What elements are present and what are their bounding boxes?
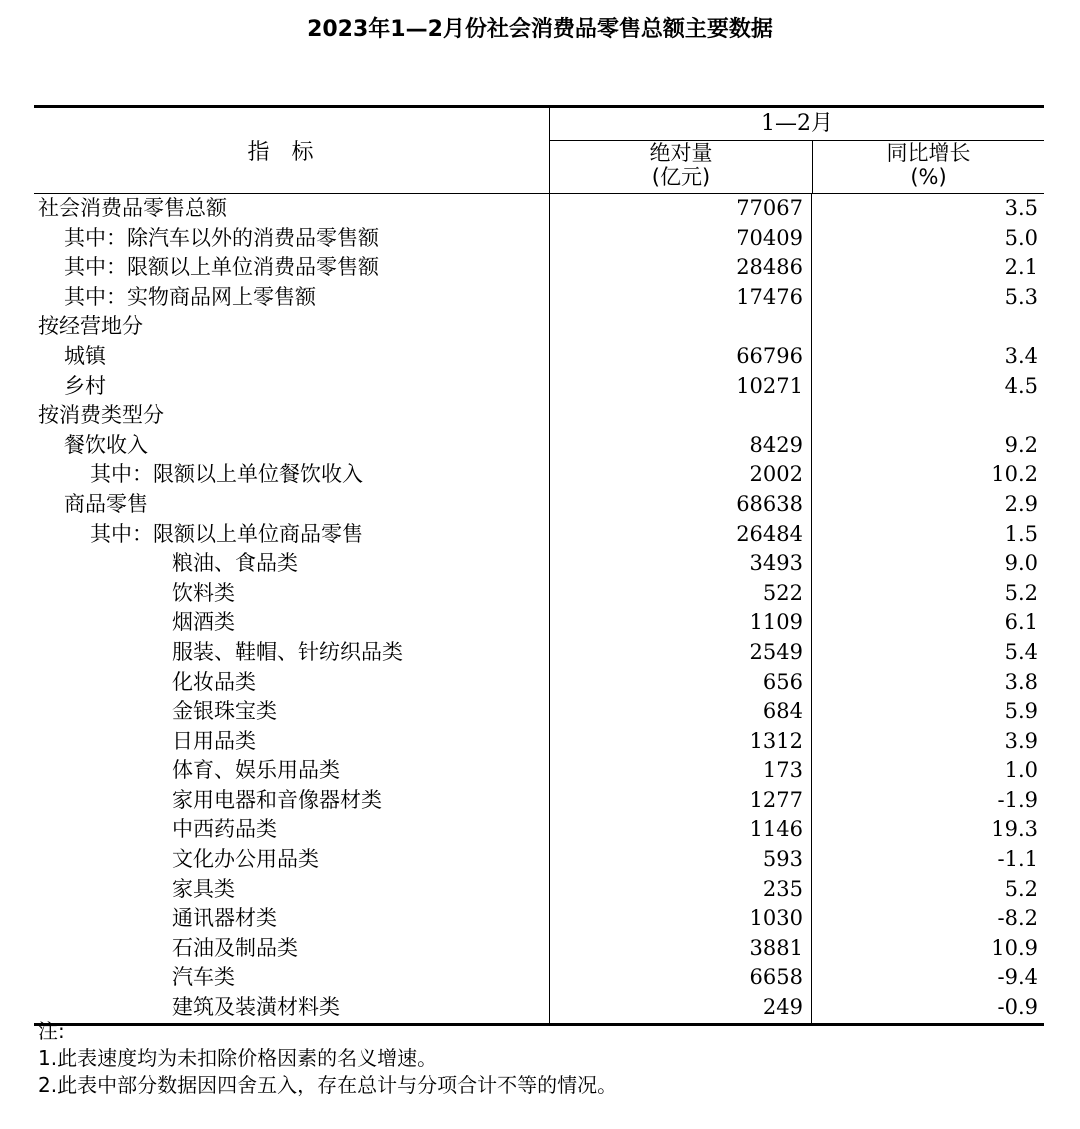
row-yoy-value: 5.2 [1004,876,1038,901]
row-indicator-name: 石油及制品类 [34,934,550,964]
row-absolute-value: 1312 [550,727,812,757]
row-indicator-name: 社会消费品零售总额 [34,194,550,224]
row-absolute-value: 10271 [550,372,812,402]
table-row [34,460,1044,490]
table-row [34,668,1044,698]
row-yoy-value: 5.3 [1004,284,1038,309]
header-yoy-line1: 同比增长 [886,141,971,165]
table-row [34,963,1044,993]
note-item: 2.此表中部分数据因四舍五入，存在总计与分项合计不等的情况。 [38,1073,618,1097]
row-yoy-value: 3.9 [1004,728,1038,753]
row-absolute-value: 68638 [550,490,812,520]
row-yoy-value: 5.2 [1004,580,1038,605]
header-absolute-line2: (亿元) [651,165,711,189]
data-table [34,105,1044,1026]
row-absolute-value: 2549 [550,638,812,668]
row-yoy-value: 6.1 [1004,610,1038,635]
row-yoy-value: 1.0 [1004,758,1038,783]
table-row [34,904,1044,934]
row-indicator-name: 城镇 [34,342,550,372]
row-absolute-value: 2002 [550,460,812,490]
table-row [34,372,1044,402]
row-yoy-value [812,401,1044,431]
row-absolute-value: 656 [550,668,812,698]
row-indicator-name: 其中：除汽车以外的消费品零售额 [34,224,550,254]
table-row [34,342,1044,372]
row-yoy-value: 9.2 [1004,432,1038,457]
row-indicator-name: 其中：限额以上单位消费品零售额 [34,253,550,283]
row-indicator-name: 家具类 [34,875,550,905]
table-row [34,490,1044,520]
header-yoy-line2: (%) [910,165,947,189]
page-title: 2023年1—2月份社会消费品零售总额主要数据 [307,17,773,42]
table-row [34,253,1044,283]
row-yoy-value: 5.4 [1004,639,1038,664]
row-indicator-name: 餐饮收入 [34,431,550,461]
row-yoy-value: -8.2 [997,906,1038,931]
row-indicator-name: 化妆品类 [34,668,550,698]
row-yoy-value: -1.1 [997,847,1038,872]
row-indicator-name: 体育、娱乐用品类 [34,756,550,786]
row-yoy-value: 10.2 [991,462,1038,487]
table-body [34,194,1044,1023]
row-yoy-value: -0.9 [997,995,1038,1020]
row-indicator-name: 中西药品类 [34,815,550,845]
row-indicator-name: 金银珠宝类 [34,697,550,727]
row-absolute-value: 66796 [550,342,812,372]
row-absolute-value: 77067 [550,194,812,224]
row-indicator-name: 日用品类 [34,727,550,757]
row-indicator-name: 文化办公用品类 [34,845,550,875]
row-indicator-name: 乡村 [34,372,550,402]
row-absolute-value: 173 [550,756,812,786]
row-absolute-value: 1030 [550,904,812,934]
row-indicator-name: 其中：实物商品网上零售额 [34,283,550,313]
table-row [34,756,1044,786]
table-row [34,431,1044,461]
row-indicator-name: 粮油、食品类 [34,549,550,579]
header-absolute-line1: 绝对量 [649,141,713,165]
row-indicator-name: 按经营地分 [34,312,550,342]
table-row [34,579,1044,609]
row-absolute-value: 3493 [550,549,812,579]
row-absolute-value: 3881 [550,934,812,964]
table-row [34,697,1044,727]
row-yoy-value: 9.0 [1004,551,1038,576]
table-header [34,108,1044,194]
table-row [34,638,1044,668]
row-yoy-value: 1.5 [1004,521,1038,546]
row-indicator-name: 烟酒类 [34,608,550,638]
row-indicator-name: 服装、鞋帽、针纺织品类 [34,638,550,668]
table-row [34,520,1044,550]
table-row [34,283,1044,313]
row-indicator-name: 其中：限额以上单位餐饮收入 [34,460,550,490]
row-indicator-name: 按消费类型分 [34,401,550,431]
row-absolute-value: 593 [550,845,812,875]
row-indicator-name: 饮料类 [34,579,550,609]
note-item: 1.此表速度均为未扣除价格因素的名义增速。 [38,1046,438,1070]
row-yoy-value: 3.8 [1004,669,1038,694]
table-row [34,875,1044,905]
row-yoy-value: 10.9 [991,935,1038,960]
row-absolute-value: 1109 [550,608,812,638]
row-absolute-value: 684 [550,697,812,727]
table-row [34,727,1044,757]
row-indicator-name: 家用电器和音像器材类 [34,786,550,816]
row-yoy-value: 3.4 [1004,343,1038,368]
row-yoy-value: 19.3 [991,817,1038,842]
header-absolute [550,141,813,193]
row-absolute-value [550,401,812,431]
table-row [34,312,1044,342]
row-yoy-value: 5.0 [1004,225,1038,250]
row-absolute-value: 1277 [550,786,812,816]
row-yoy-value: -9.4 [997,965,1038,990]
row-absolute-value: 8429 [550,431,812,461]
row-absolute-value: 1146 [550,815,812,845]
row-indicator-name: 建筑及装潢材料类 [34,993,550,1023]
notes [38,1018,617,1099]
header-yoy [813,141,1044,193]
header-period: 1—2月 [550,108,1044,141]
header-indicator: 指标 [34,108,550,193]
row-yoy-value: 4.5 [1004,373,1038,398]
row-indicator-name: 汽车类 [34,963,550,993]
table-row [34,934,1044,964]
row-absolute-value: 26484 [550,520,812,550]
table-row [34,608,1044,638]
notes-label: 注: [38,1019,65,1043]
row-absolute-value: 17476 [550,283,812,313]
row-yoy-value: 2.1 [1004,255,1038,280]
row-absolute-value [550,312,812,342]
row-absolute-value: 6658 [550,963,812,993]
table-row [34,401,1044,431]
row-yoy-value: 5.9 [1004,699,1038,724]
row-indicator-name: 商品零售 [34,490,550,520]
row-yoy-value [812,312,1044,342]
table-row [34,786,1044,816]
row-indicator-name: 其中：限额以上单位商品零售 [34,520,550,550]
row-yoy-value: 3.5 [1004,196,1038,220]
row-absolute-value: 28486 [550,253,812,283]
row-absolute-value: 235 [550,875,812,905]
row-yoy-value: 2.9 [1004,491,1038,516]
table-row [34,194,1044,224]
row-indicator-name: 通讯器材类 [34,904,550,934]
table-row [34,549,1044,579]
row-absolute-value: 70409 [550,224,812,254]
row-absolute-value: 522 [550,579,812,609]
row-absolute-value: 249 [550,993,812,1023]
table-row [34,815,1044,845]
row-yoy-value: -1.9 [997,787,1038,812]
table-row [34,224,1044,254]
table-row [34,845,1044,875]
